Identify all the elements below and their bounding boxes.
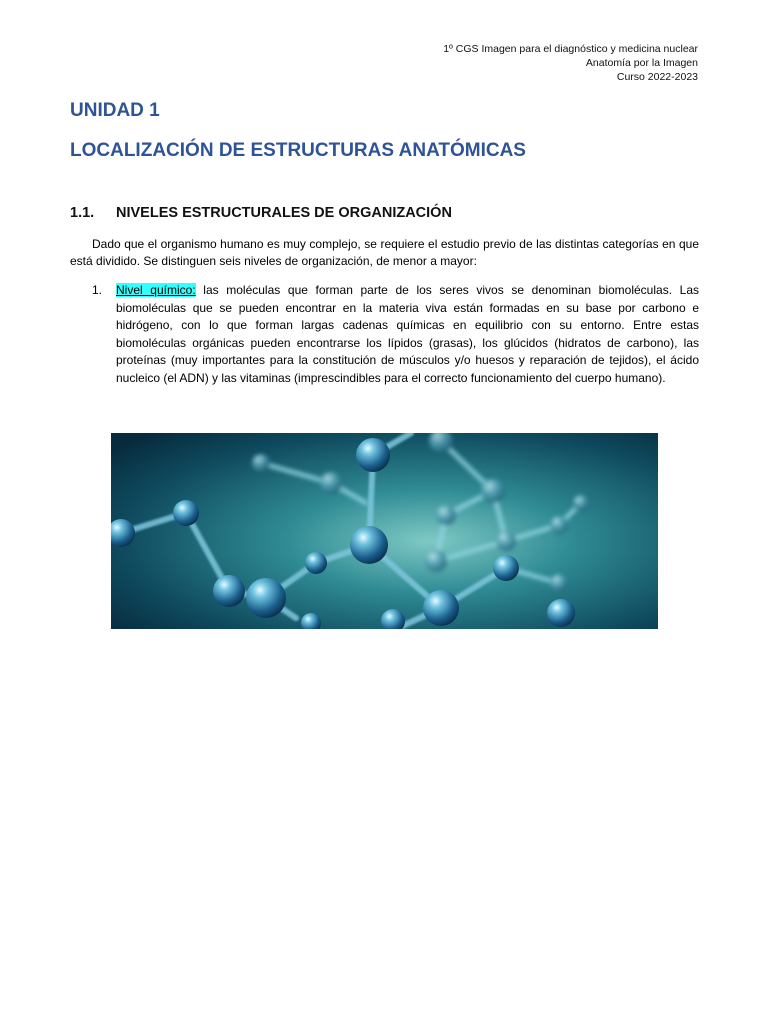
section-heading — [70, 205, 452, 221]
page-header — [443, 42, 698, 84]
molecule-image — [111, 433, 658, 629]
intro-paragraph: Dado que el organismo humano es muy complejo, se requiere el estudio previo de las distintas categorías en que está dividido. Se distinguen seis niveles de organización, de menor a mayor: — [70, 237, 699, 268]
highlighted-term: Nivel químico: — [116, 283, 196, 297]
header-subject: Anatomía por la Imagen — [585, 57, 698, 69]
unit-title: UNIDAD 1 — [70, 100, 160, 121]
molecule-illustration — [111, 433, 658, 629]
list-item-text: las moléculas que forman parte de los seres vivos se denominan biomoléculas. Las biomoléculas que se pueden encontrar en la materia viva están formadas en su base por carbono e hidrógeno, con lo que forman largas cadenas químicas en equilibrio con su entorno. Entre estas biomoléculas orgánicas pueden encontrarse los lípidos (grasas), los glúcidos (hidratos de carbono), las proteínas (muy importantes para la constitución de músculos y/o huesos y reparación de tejidos), el ácido nucleico (el ADN) y las vitaminas (imprescindibles para el correcto funcionamiento del cuerpo humano). — [116, 283, 699, 385]
header-year: Curso 2022-2023 — [616, 71, 698, 83]
list-item-body — [116, 282, 699, 388]
header-course: 1º CGS Imagen para el diagnóstico y medicina nuclear — [443, 43, 698, 55]
section-title: NIVELES ESTRUCTURALES DE ORGANIZACIÓN — [116, 205, 452, 221]
main-title: LOCALIZACIÓN DE ESTRUCTURAS ANATÓMICAS — [70, 140, 526, 161]
section-number: 1.1. — [70, 205, 95, 221]
list-item — [70, 282, 699, 388]
list-marker: 1. — [92, 283, 103, 297]
